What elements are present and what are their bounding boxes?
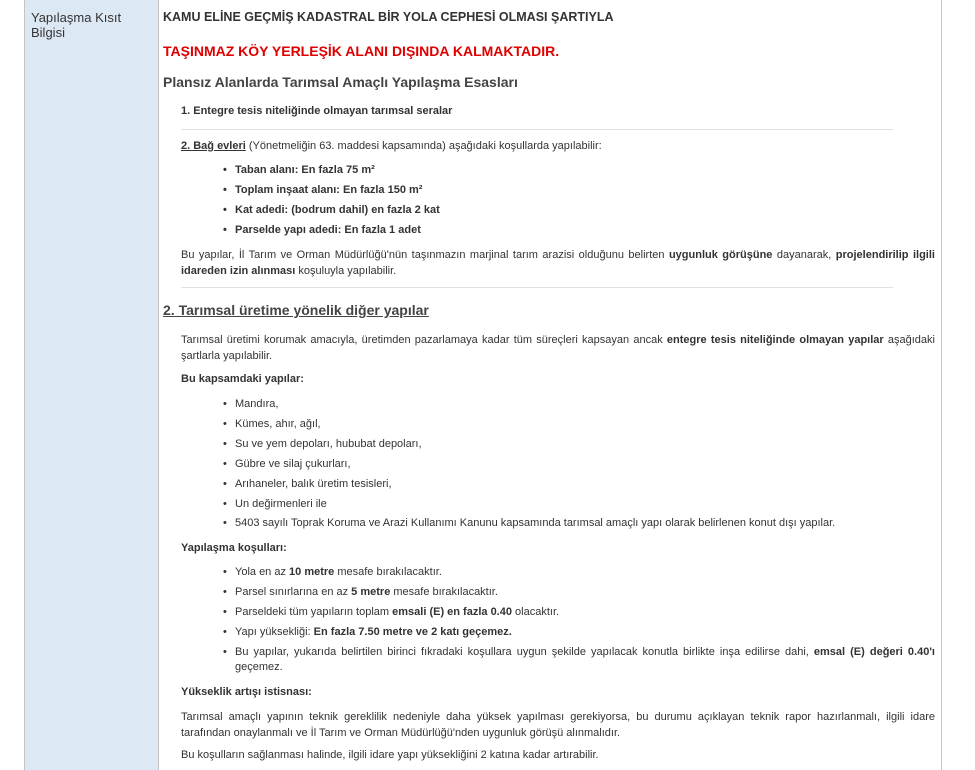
label-cell — [25, 0, 159, 770]
cond-part: mesafe bırakılacaktır. — [334, 566, 442, 578]
cond-part: Parsel sınırlarına en az — [235, 586, 352, 598]
vineyard-house-title: 2. Bağ evleri — [181, 140, 246, 152]
list-item: • Parselde yapı adedi: En fazla 1 adet — [235, 224, 421, 236]
divider — [181, 287, 893, 288]
cond-part: Yola en az — [235, 566, 290, 578]
section2-title: 2. Tarımsal üretime yönelik diğer yapılar — [163, 302, 429, 318]
road-condition-text: KAMU ELİNE GEÇMİŞ KADASTRAL BİR YOLA CEPHESİ OLMASI ŞARTIYLA — [163, 10, 614, 24]
list-item: • Gübre ve silaj çukurları, — [235, 458, 351, 470]
list-item: • Taban alanı: En fazla 75 m² — [235, 164, 375, 176]
closing-text: Bu koşulların sağlanması halinde, ilgili idare yapı yüksekliğini 2 katına kadar artırabilir. — [181, 749, 599, 761]
list-item: • Arıhaneler, balık üretim tesisleri, — [235, 478, 392, 490]
height-exception-text: Tarımsal amaçlı yapının teknik gereklilik nedeniyle daha yüksek yapılması gerekiyorsa, bu durumu açıklayan teknik rapor hazırlanmalı, ilgili idare tarafından onaylanmalı ve İl Tarım ve Orman Müdürlüğü'nden uygunluk görüşü alınmalıdır. — [181, 711, 935, 739]
row-label: Yapılaşma Kısıt Bilgisi — [31, 10, 122, 40]
cond-part: mesafe bırakılacaktır. — [390, 586, 498, 598]
divider — [181, 129, 893, 130]
section2-intro — [181, 332, 935, 364]
list-item — [235, 645, 935, 675]
height-exception-title: Yükseklik artışı istisnası: — [181, 686, 312, 698]
list-item: • Un değirmenleri ile — [235, 498, 327, 510]
cond-bold: 5 metre — [351, 586, 391, 598]
list-item: • Toplam inşaat alanı: En fazla 150 m² — [235, 184, 422, 196]
cond-bold: emsali (E) en fazla 0.40 — [392, 606, 512, 618]
info-table — [24, 0, 942, 770]
cond-part: olacaktır. — [511, 606, 560, 618]
vineyard-house-heading — [181, 140, 602, 152]
vineyard-house-rest: (Yönetmeliğin 63. maddesi kapsamında) aşağıdaki koşullarda yapılabilir: — [245, 140, 602, 152]
intro-part: Tarımsal üretimi korumak amacıyla, üretimden pazarlamaya kadar tüm süreçleri kapsayan ancak — [181, 334, 667, 346]
list-item — [235, 626, 512, 638]
vineyard-note — [181, 247, 935, 279]
list-item: • Kat adedi: (bodrum dahil) en fazla 2 kat — [235, 204, 440, 216]
note-bold: uygunluk görüşüne — [668, 249, 773, 261]
list-item — [235, 566, 442, 578]
cond-bold: En fazla 7.50 metre ve 2 katı geçemez. — [313, 626, 512, 638]
greenhouse-item: 1. Entegre tesis niteliğinde olmayan tarımsal seralar — [181, 105, 453, 117]
note-part: dayanarak, — [772, 249, 836, 261]
list-item: • 5403 sayılı Toprak Koruma ve Arazi Kullanımı Kanunu kapsamında tarımsal amaçlı yapı olarak belirlenen konut dışı yapılar. — [235, 517, 835, 529]
cond-part: geçemez. — [235, 661, 283, 673]
cond-bold: emsal (E) değeri 0.40'ı — [813, 646, 935, 658]
cond-part: Parseldeki tüm yapıların toplam — [235, 606, 393, 618]
note-part: Bu yapılar, İl Tarım ve Orman Müdürlüğü'nün taşınmazın marjinal tarım arazisi olduğunu belirten — [181, 249, 669, 261]
settlement-warning: TAŞINMAZ KÖY YERLEŞİK ALANI DIŞINDA KALMAKTADIR. — [163, 43, 560, 59]
section1-title: Plansız Alanlarda Tarımsal Amaçlı Yapılaşma Esasları — [163, 74, 518, 90]
list-item: • Kümes, ahır, ağıl, — [235, 418, 321, 430]
conditions-title: Yapılaşma koşulları: — [181, 542, 287, 554]
list-item — [235, 586, 498, 598]
intro-part: aşağıdaki şartlarla yapılabilir. — [181, 334, 935, 362]
list-item: • Su ve yem depoları, hububat depoları, — [235, 438, 422, 450]
intro-bold: entegre tesis niteliğinde olmayan yapılar — [666, 334, 884, 346]
cond-part: Yapı yüksekliği: — [235, 626, 314, 638]
list-item: • Mandıra, — [235, 398, 278, 410]
note-part: koşuluyla yapılabilir. — [295, 265, 397, 277]
scope-title: Bu kapsamdaki yapılar: — [181, 373, 304, 385]
list-item — [235, 606, 559, 618]
cond-part: Bu yapılar, yukarıda belirtilen birinci fıkradaki koşullara uygun şekilde yapılacak konutla birlikte inşa edilirse dahi, — [235, 646, 814, 658]
cond-bold: 10 metre — [289, 566, 335, 578]
note-bold: projelendirilip ilgili idareden izin alınması — [181, 249, 935, 277]
